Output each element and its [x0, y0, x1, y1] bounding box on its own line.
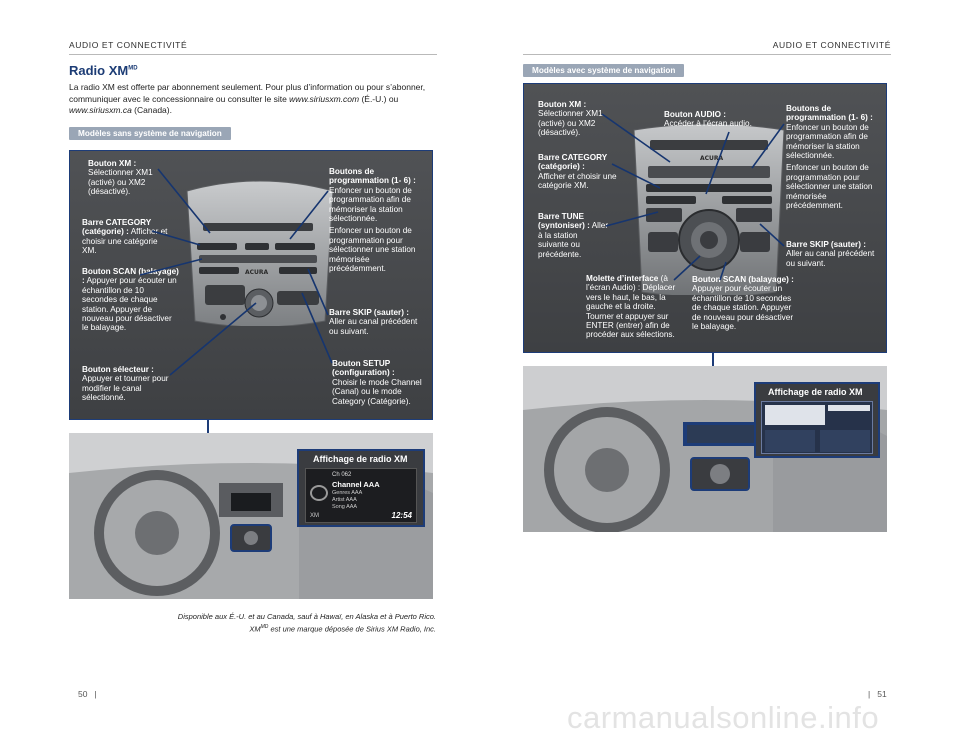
header-left: AUDIO ET CONNECTIVITÉ — [69, 40, 188, 50]
footnote — [116, 612, 436, 635]
intro-a: La radio XM est offerte par abonnement seulement. Pour plus d’information ou pour s’abonner, communiquer avec le concessionnaire ou consulter le site — [69, 82, 426, 104]
page-title — [69, 63, 138, 78]
label-selector-knob: Bouton sélecteur : Appuyer et tourner pour modifier le canal sélectionné. — [82, 365, 169, 403]
xm-screen-genre: Genres AAA — [332, 490, 363, 496]
label-scan-button-nav: Bouton SCAN (balayage) : Appuyer pour écouter un échantillon de 10 secondes de chaque station. Appuyer de nouveau pour désactiver le balayage. — [692, 275, 794, 332]
xm-logo-icon — [310, 485, 328, 501]
section-pill-nav: Modèles avec système de navigation — [523, 64, 684, 77]
xm-screen-band: XM — [310, 513, 319, 519]
xm-display-inset-left — [297, 449, 425, 527]
label-preset-buttons: Boutons de programmation (1- 6) : Enfoncer un bouton de programmation afin de mémoriser la station sélectionnée. Enfoncer un bouton de programmation pour sélectionner une station mémorisée précédemment. — [329, 167, 416, 274]
xm-screen-channel-name: Channel AAA — [332, 480, 380, 489]
label-xm-button-nav: Bouton XM : Sélectionner XM1 (activé) ou XM2 (désactivé). — [538, 100, 603, 138]
xm-display-title-right: Affichage de radio XM — [768, 387, 863, 397]
xm-display-title-left: Affichage de radio XM — [313, 454, 408, 464]
xm-screen-artist: Artist AAA — [332, 497, 357, 503]
footnote-availability: Disponible aux É.-U. et au Canada, sauf à Hawaï, en Alaska et à Puerto Rico. — [177, 612, 436, 621]
leader-lines-right — [524, 84, 888, 354]
label-skip-bar: Barre SKIP (sauter) : Aller au canal précédent ou suivant. — [329, 308, 418, 336]
svg-text:ACURA: ACURA — [245, 269, 269, 276]
xm-screen-song: Song AAA — [332, 504, 358, 510]
label-setup-button: Bouton SETUP (configuration) : Choisir le mode Channel (Canal) ou le mode Category (Catégorie). — [332, 359, 422, 406]
label-xm-button: Bouton XM : Sélectionner XM1 (activé) ou XM2 (désactivé). — [88, 159, 153, 197]
label-audio-button: Bouton AUDIO : Accéder à l’écran audio. — [664, 110, 752, 129]
panel-no-nav — [69, 150, 433, 420]
intro-url-ca[interactable]: www.siriusxm.ca — [69, 105, 132, 115]
page-number-left: 50 | — [78, 689, 97, 699]
xm-screen-time: 12:54 — [391, 511, 412, 520]
panel-nav — [523, 83, 887, 353]
label-category-bar: Barre CATEGORY (catégorie) : Afficher et choisir une catégorie XM. — [82, 218, 168, 256]
footnote-trademark: $XM^{MD}$ est une marque déposée de Sirius XM Radio, Inc. — [249, 624, 436, 634]
watermark: carmanualsonline.info — [567, 700, 880, 735]
leader-lines-left — [70, 151, 434, 421]
label-scan-button: Bouton SCAN (balayage) : Appuyer pour écouter un échantillon de 10 secondes de chaque station. Appuyer de nouveau pour désactiver le balayage. — [82, 267, 179, 333]
header-rule-right — [523, 54, 891, 55]
header-rule-left — [69, 54, 437, 55]
page-title-text: Radio XM — [69, 63, 129, 78]
label-tune-bar: Barre TUNE (syntoniser) : Aller à la station suivante ou précédente. — [538, 212, 609, 259]
xm-screen-channel-num: Ch 062 — [332, 472, 352, 478]
section-pill-no-nav: Modèles sans système de navigation — [69, 127, 231, 140]
label-preset-buttons-nav: Boutons de programmation (1- 6) : Enfoncer un bouton de programmation afin de mémoriser la station sélectionnée. Enfoncer un bouton de programmation pour sélectionner une station mémorisée précédemment. — [786, 104, 873, 211]
header-right: AUDIO ET CONNECTIVITÉ — [772, 40, 891, 50]
xm-screen-right — [761, 401, 873, 454]
svg-text:ACURA: ACURA — [700, 155, 724, 162]
xm-display-inset-right — [754, 382, 880, 458]
page-number-right: | 51 — [868, 689, 887, 699]
intro-paragraph — [69, 82, 429, 117]
intro-b: (É.-U.) ou — [359, 93, 399, 104]
label-skip-bar-nav: Barre SKIP (sauter) : Aller au canal précédent ou suivant. — [786, 240, 875, 268]
label-interface-dial: Molette d’interface (à l’écran Audio) : Déplacer vers le haut, le bas, la gauche et la droite. Tourner et appuyer sur ENTER (entrer) afin de procéder aux sélections. — [586, 274, 676, 340]
label-category-bar-nav: Barre CATEGORY (catégorie) : Afficher et choisir une catégorie XM. — [538, 153, 617, 191]
intro-c: (Canada). — [131, 105, 172, 115]
xm-screen-left — [305, 468, 417, 523]
intro-url-us[interactable]: www.siriusxm.com — [289, 93, 360, 104]
page-title-sup: MD — [128, 65, 138, 72]
